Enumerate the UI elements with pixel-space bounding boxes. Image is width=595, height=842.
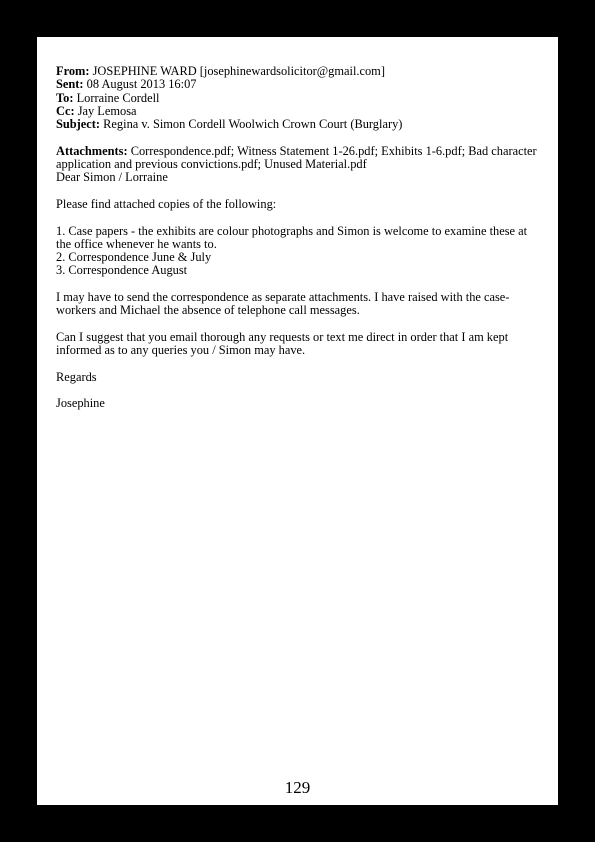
attachments-line [56,145,538,172]
attachments-label: Attachments: [56,143,128,158]
document-page [37,37,558,805]
signature: Josephine [56,396,105,411]
attachments-value: Correspondence.pdf; Witness Statement 1-26.pdf; Exhibits 1-6.pdf; Bad character application and previous convictions.pdf; Unused Material.pdf [56,143,537,172]
cc-line [56,105,538,118]
subject-value: Regina v. Simon Cordell Woolwich Crown Court (Burglary) [103,117,403,132]
salutation: Dear Simon / Lorraine [56,170,168,185]
from-label: From: [56,64,90,78]
sent-label: Sent: [56,77,84,92]
to-label: To: [56,90,74,105]
from-line [56,65,538,78]
cc-label: Cc: [56,103,75,118]
closing: Regards [56,369,97,384]
list-item-3: 3. Correspondence August [56,263,188,278]
page-number: 129 [284,778,311,797]
to-line [56,92,538,105]
paragraph-request: Can I suggest that you email thorough any requests or text me direct in order that I am kept informed as to any queries you / Simon may have. [56,329,509,358]
email-body [56,65,538,411]
sent-value: 08 August 2013 16:07 [86,77,197,92]
subject-line [56,118,538,131]
list-item-1: 1. Case papers - the exhibits are colour photographs and Simon is welcome to examine these at the office whenever he wants to. [56,223,528,251]
sent-line [56,78,538,91]
subject-label: Subject: [56,117,101,132]
paragraph-attachments-note: I may have to send the correspondence as separate attachments. I have raised with the case-workers and Michael the absence of telephone call messages. [56,290,510,318]
intro-text: Please find attached copies of the following: [56,196,277,211]
from-value: JOSEPHINE WARD [josephinewardsolicitor@gmail.com] [92,64,385,78]
cc-value: Jay Lemosa [77,103,137,118]
list-item-2: 2. Correspondence June & July [56,250,212,265]
to-value: Lorraine Cordell [76,90,160,105]
